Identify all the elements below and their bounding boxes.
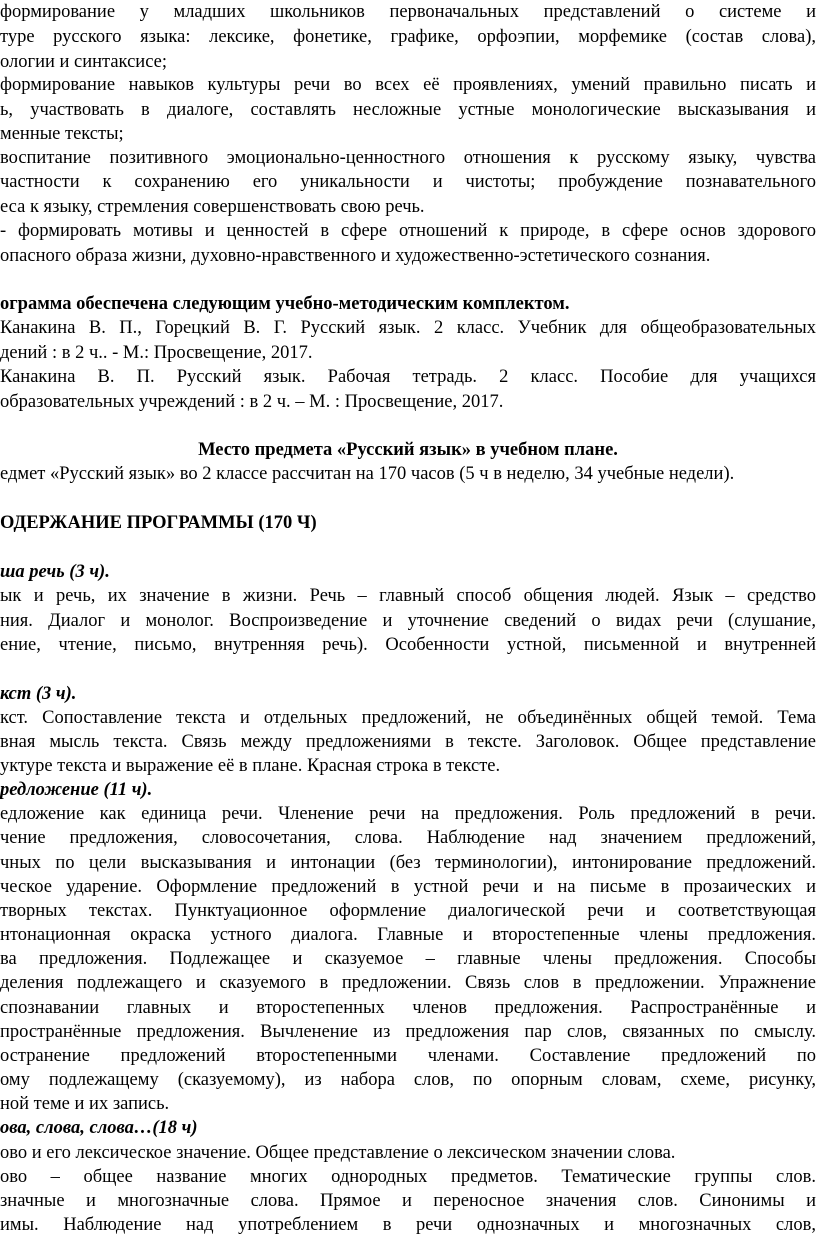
paragraph-line: едложение как единица речи. Членение речи на предложения. Роль предложений в речи. bbox=[0, 804, 816, 824]
goal-line: воспитание позитивного эмоционально-ценностного отношения к русскому языку, чувства bbox=[0, 148, 816, 168]
paragraph-line: ческое ударение. Оформление предложений в устной речи и на письме в прозаических и bbox=[0, 877, 816, 897]
paragraph-line: ово и его лексическое значение. Общее представление о лексическом значении слова. bbox=[0, 1143, 676, 1163]
topic-heading: ша речь (3 ч). bbox=[0, 562, 110, 582]
paragraph-line: деления подлежащего и сказуемого в предложении. Связь слов в предложении. Упражнение bbox=[0, 973, 816, 993]
paragraph-line: ва предложения. Подлежащее и сказуемое – главные члены предложения. Способы bbox=[0, 949, 816, 969]
paragraph-line: творных текстах. Пунктуационное оформление диалогической речи и соответствующая bbox=[0, 901, 816, 921]
paragraph-line: имы. Наблюдение над употреблением в речи однозначных и многозначных слов, bbox=[0, 1215, 816, 1235]
topic-heading: кст (3 ч). bbox=[0, 684, 77, 704]
paragraph-line: вная мысль текста. Связь между предложениями в тексте. Заголовок. Общее представление bbox=[0, 732, 816, 752]
goal-line: - формировать мотивы и ценностей в сфере отношений к природе, в сфере основ здорового bbox=[0, 221, 816, 241]
textbook-line: Канакина В. П. Русский язык. Рабочая тетрадь. 2 класс. Пособие для учащихся bbox=[0, 367, 816, 387]
paragraph-line: ык и речь, их значение в жизни. Речь – главный способ общения людей. Язык – средство bbox=[0, 586, 816, 606]
section-heading: Место предмета «Русский язык» в учебном плане. bbox=[198, 440, 618, 460]
paragraph-line: кст. Сопоставление текста и отдельных предложений, не объединённых общей темой. Тема bbox=[0, 708, 816, 728]
goal-line: формирование навыков культуры речи во всех её проявлениях, умений правильно писать и bbox=[0, 75, 816, 95]
paragraph-line: едмет «Русский язык» во 2 классе рассчитан на 170 часов (5 ч в неделю, 34 учебные недели). bbox=[0, 464, 735, 484]
topic-heading: ова, слова, слова…(18 ч) bbox=[0, 1118, 198, 1138]
paragraph-line: значные и многозначные слова. Прямое и переносное значения слов. Синонимы и bbox=[0, 1191, 816, 1211]
paragraph-line: уктуре текста и выражение её в плане. Красная строка в тексте. bbox=[0, 756, 501, 776]
section-heading: ОДЕРЖАНИЕ ПРОГРАММЫ (170 Ч) bbox=[0, 513, 317, 533]
goal-line: формирование у младших школьников первоначальных представлений о системе и bbox=[0, 2, 816, 22]
paragraph-line: ово – общее название многих однородных предметов. Тематические группы слов. bbox=[0, 1167, 816, 1187]
goal-line: ь, участвовать в диалоге, составлять несложные устные монологические высказывания и bbox=[0, 100, 816, 120]
goal-line: туре русского языка: лексике, фонетике, графике, орфоэпии, морфемике (состав слова), bbox=[0, 27, 816, 47]
goal-line: менные тексты; bbox=[0, 124, 124, 144]
goal-line: еса к языку, стремления совершенствовать свою речь. bbox=[0, 197, 425, 217]
paragraph-line: остранение предложений второстепенными членами. Составление предложений по bbox=[0, 1046, 816, 1066]
paragraph-line: ение, чтение, письмо, внутренняя речь). Особенности устной, письменной и внутренней bbox=[0, 635, 816, 655]
paragraph-line: нтонационная окраска устного диалога. Главные и второстепенные члены предложения. bbox=[0, 925, 816, 945]
goal-line: опасного образа жизни, духовно-нравственного и художественно-эстетического сознания. bbox=[0, 246, 711, 266]
paragraph-line: чных по цели высказывания и интонации (без терминологии), интонирование предложений. bbox=[0, 853, 816, 873]
paragraph-line: ния. Диалог и монолог. Воспроизведение и уточнение сведений о видах речи (слушание, bbox=[0, 611, 816, 631]
paragraph-line: пространённые предложения. Вычленение из предложения пар слов, связанных по смыслу. bbox=[0, 1022, 816, 1042]
topic-heading: редложение (11 ч). bbox=[0, 780, 153, 800]
paragraph-line: спознавании главных и второстепенных членов предложения. Распространённые и bbox=[0, 998, 816, 1018]
textbook-line: дений : в 2 ч.. - М.: Просвещение, 2017. bbox=[0, 343, 313, 363]
textbook-line: Канакина В. П., Горецкий В. Г. Русский язык. 2 класс. Учебник для общеобразовательных bbox=[0, 318, 816, 338]
paragraph-line: чение предложения, словосочетания, слова. Наблюдение над значением предложений, bbox=[0, 828, 816, 848]
paragraph-line: ной теме и их запись. bbox=[0, 1094, 170, 1114]
goal-line: частности к сохранению его уникальности и чистоты; пробуждение познавательного bbox=[0, 172, 816, 192]
section-heading: ограмма обеспечена следующим учебно-методическим комплектом. bbox=[0, 294, 570, 314]
textbook-line: образовательных учреждений : в 2 ч. – М. : Просвещение, 2017. bbox=[0, 392, 504, 412]
goal-line: ологии и синтаксисе; bbox=[0, 52, 167, 72]
paragraph-line: ому подлежащему (сказуемому), из набора слов, по опорным словам, схеме, рисунку, bbox=[0, 1070, 816, 1090]
